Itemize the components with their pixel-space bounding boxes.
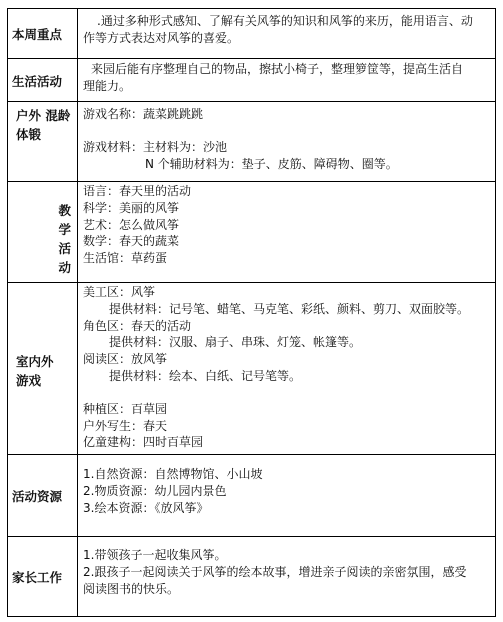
label-life-activity: 生活活动	[8, 59, 78, 102]
outdoor-label-line-1: 户外 混龄	[16, 108, 71, 123]
role-area: 角色区：春天的活动	[83, 318, 192, 333]
label-parent-work: 家长工作	[8, 537, 78, 617]
parent-line-1: 1.带领孩子一起收集风筝。	[83, 548, 227, 562]
outdoor-material-main: 游戏材料：主材料为：沙池	[83, 139, 228, 154]
art-materials: 提供材料：记号笔、蜡笔、马克笔、彩纸、颜料、剪刀、双面胶等。	[109, 301, 470, 316]
planting-area: 种植区：百草园	[83, 401, 168, 416]
teaching-label-char-2: 学	[58, 222, 71, 237]
outdoor-label-line-2: 体锻	[16, 127, 42, 142]
row-parent-work	[8, 537, 496, 617]
row-activity-resources	[8, 455, 496, 537]
resource-material: 2.物质资源：幼儿园内景色	[83, 483, 227, 498]
label-weekly-focus: 本周重点	[8, 9, 78, 59]
teaching-label-char-3: 活	[58, 241, 71, 256]
teaching-line-science: 科学：美丽的风筝	[83, 200, 180, 215]
life-line-2: 理能力。	[83, 78, 132, 93]
building-area: 亿童建构：四时百草园	[83, 435, 204, 450]
teaching-line-life-hall: 生活馆：草药蛋	[83, 251, 168, 266]
life-line-1: 来园后能有序整理自己的物品，擦拭小椅子，整理箩筐等，提高生活自	[91, 62, 464, 76]
content-life-activity	[78, 59, 496, 102]
parent-line-3: 阅读图书的快乐。	[83, 581, 180, 596]
row-outdoor-exercise	[8, 102, 496, 182]
row-teaching-activity	[8, 182, 496, 283]
resource-picture-book: 3.绘本资源：《放风筝》	[83, 500, 209, 515]
content-outdoor-exercise	[78, 102, 496, 182]
row-indoor-outdoor-games	[8, 283, 496, 455]
outdoor-sketch: 户外写生：春天	[83, 418, 168, 433]
weekly-plan-table	[7, 8, 496, 617]
role-materials: 提供材料：汉服、扇子、串珠、灯笼、帐篷等。	[109, 335, 362, 350]
reading-materials: 提供材料：绘本、白纸、记号笔等。	[109, 368, 302, 383]
parent-line-2: 2.跟孩子一起阅读关于风筝的绘本故事，增进亲子阅读的亲密氛围，感受	[83, 564, 467, 579]
reading-area: 阅读区：放风筝	[83, 352, 168, 367]
outdoor-material-aux: N 个辅助材料为：垫子、皮筋、障碍物、圈等。	[145, 156, 398, 171]
teaching-label-char-4: 动	[58, 260, 71, 275]
content-parent-work	[78, 537, 496, 617]
indoor-label-line-1: 室内外	[16, 353, 54, 369]
content-indoor-outdoor-games	[78, 283, 496, 455]
teaching-line-math: 数学：春天的蔬菜	[83, 234, 180, 249]
content-activity-resources	[78, 455, 496, 537]
content-teaching-activity	[78, 182, 496, 283]
outdoor-game-name: 游戏名称：蔬菜跳跳跳	[83, 107, 204, 121]
label-outdoor-exercise	[8, 102, 78, 182]
label-indoor-outdoor-games	[8, 283, 78, 455]
teaching-line-art: 艺术：怎么做风筝	[83, 217, 180, 232]
label-teaching-activity	[8, 182, 78, 283]
content-weekly-focus	[78, 9, 496, 59]
resource-natural: 1.自然资源：自然博物馆、小山坡	[83, 467, 263, 481]
teaching-line-language: 语言：春天里的活动	[83, 184, 192, 198]
indoor-label-line-2: 游戏	[16, 372, 42, 388]
label-activity-resources: 活动资源	[8, 455, 78, 537]
row-weekly-focus	[8, 9, 496, 59]
focus-line-2: 作等方式表达对风筝的喜爱。	[83, 30, 240, 45]
row-life-activity	[8, 59, 496, 102]
art-area: 美工区：风筝	[83, 285, 156, 299]
teaching-label-char-1: 教	[58, 203, 71, 218]
focus-line-1: .通过多种形式感知、了解有关风筝的知识和风筝的来历，能用语言、动	[97, 14, 473, 28]
